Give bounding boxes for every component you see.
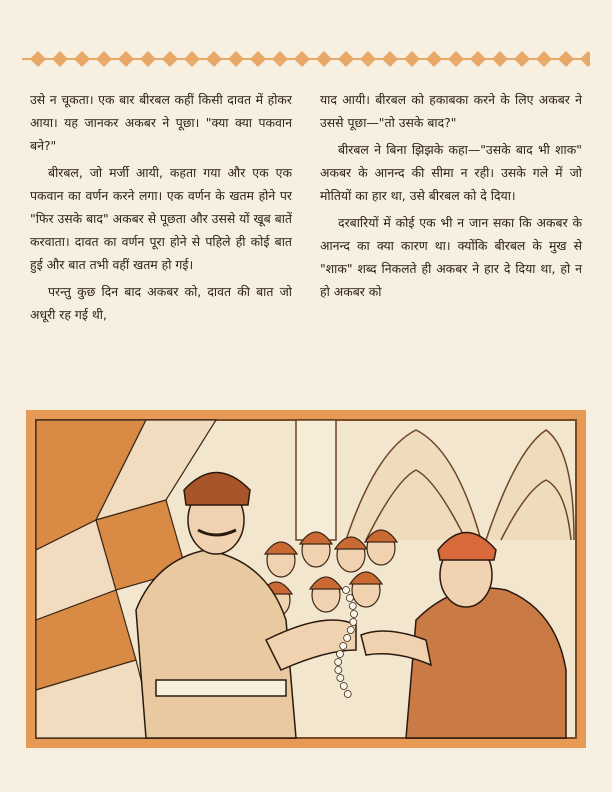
diamond-ornament [272,51,288,67]
pearl [337,675,344,682]
diamond-ornament [536,51,552,67]
decorative-border-band [22,48,590,70]
pearl [340,683,347,690]
diamond-ornament [140,51,156,67]
pearl [346,595,353,602]
diamond-ornament [316,51,332,67]
diamond-ornament [30,51,46,67]
right-column [320,88,582,398]
right-paragraph-2: बीरबल ने बिना झिझके कहा—"उसके बाद भी शाक" अकबर के आनन्द की सीमा न रही। उसके गले में जो मोतियों का हार था, उसे बीरबल को दे दिया। [320,142,582,203]
pearl [343,587,350,594]
diamond-ornament [448,51,464,67]
pearl [347,627,354,634]
pearl [350,611,357,618]
diamond-ornament [426,51,442,67]
diamond-ornament [206,51,222,67]
diamond-ornament [338,51,354,67]
diamond-ornament [558,51,574,67]
pearl [336,651,343,658]
diamond-ornament [184,51,200,67]
pearl [335,667,342,674]
diamond-ornament [52,51,68,67]
diamond-ornament [250,51,266,67]
diamond-ornament [360,51,376,67]
left-paragraph-3: परन्तु कुछ दिन बाद अकबर को, दावत की बात जो अधूरी रह गई थी, [30,284,292,322]
diamond-ornament [162,51,178,67]
diamond-ornament [294,51,310,67]
diamond-ornament [492,51,508,67]
diamond-ornament [96,51,112,67]
story-illustration [26,410,586,748]
diamond-ornament [228,51,244,67]
diamond-ornament [404,51,420,67]
pearl [349,603,356,610]
text-columns [30,88,582,398]
diamond-ornament [470,51,486,67]
diamond-ornament [514,51,530,67]
pearl [344,691,351,698]
diamond-ornament [74,51,90,67]
diamond-ornament [382,51,398,67]
right-paragraph-3: दरबारियों में कोई एक भी न जान सका कि अकबर के आनन्द का क्या कारण था। क्योंकि बीरबल के मुख से "शाक" शब्द निकलते ही अकबर ने हार दे दिया था, हो न हो अकबर को [320,215,582,299]
pearl [335,659,342,666]
diamond-ornament [118,51,134,67]
pearl [340,643,347,650]
diamond-ornament [580,51,590,67]
right-paragraph-1: याद आयी। बीरबल को हकाबका करने के लिए अकबर ने उससे पूछा—"तो उसके बाद?" [320,92,582,130]
left-column [30,88,292,398]
pearl [344,635,351,642]
left-paragraph-2: बीरबल, जो मर्जी आयी, कहता गया और एक एक पकवान का वर्णन करने लगा। एक वर्णन के खतम होने पर "फिर उसके बाद" अकबर से पूछता और उससे यों खूब बातें करवाता। दावत का वर्णन पूरा होने से पहिले ही कोई बात हुई और बात तभी वहीं खतम हो गई। [30,165,292,272]
pearl [350,619,357,626]
left-paragraph-1: उसे न चूकता। एक बार बीरबल कहीं किसी दावत में होकर आया। यह जानकर अकबर ने पूछा। "क्या क्या पकवान बने?" [30,92,292,153]
